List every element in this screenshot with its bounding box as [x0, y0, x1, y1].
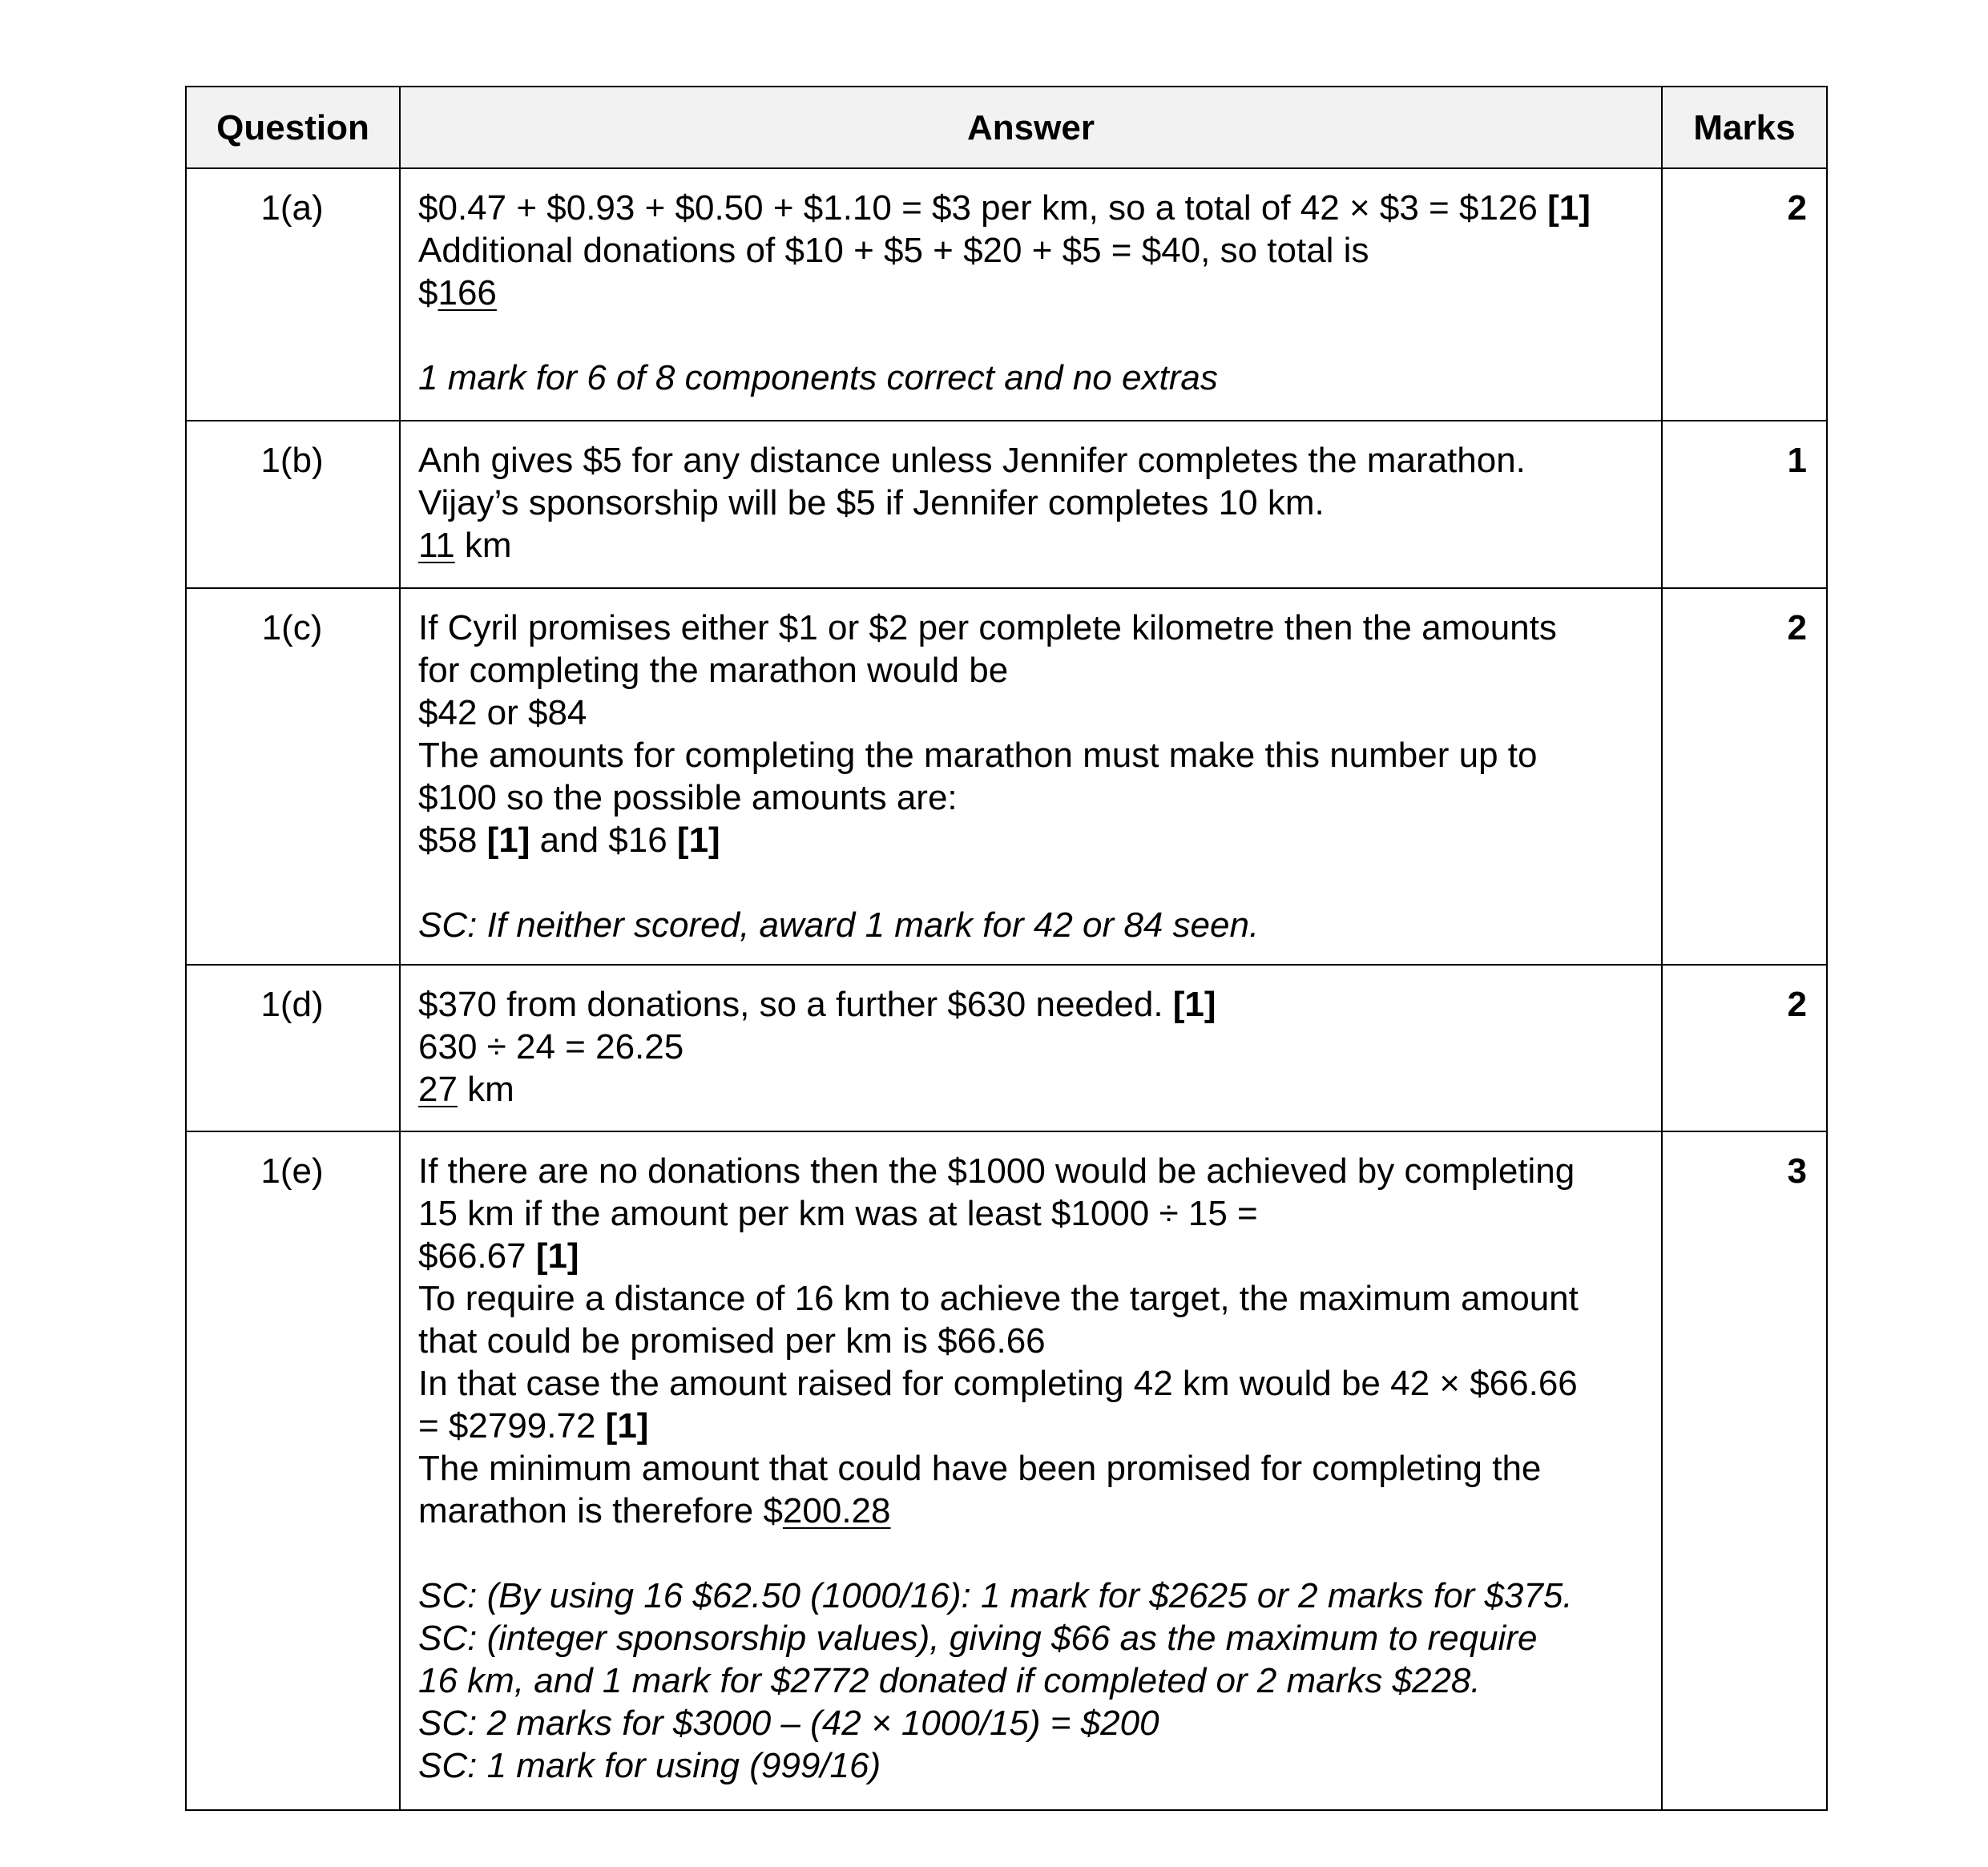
header-answer: Answer: [400, 87, 1662, 168]
final-answer: 27: [418, 1070, 458, 1109]
answer-text: $370 from donations, so a further $630 needed.: [418, 985, 1173, 1024]
answer-cell: [400, 421, 1662, 588]
answer-line: [418, 524, 1642, 567]
marking-guidance: 16 km, and 1 mark for $2772 donated if completed or 2 marks $228.: [418, 1661, 1481, 1700]
marking-guidance: SC: 1 mark for using (999/16): [418, 1746, 881, 1785]
answer-text: $58: [418, 821, 487, 860]
header-marks: Marks: [1662, 87, 1827, 168]
answer-text: $0.47 + $0.93 + $0.50 + $1.10 = $3 per km, so a total of 42 × $3 = $126: [418, 188, 1548, 228]
answer-line: [418, 1405, 1642, 1447]
mark-indicator: [1]: [676, 821, 720, 860]
mark-indicator: [1]: [535, 1236, 579, 1276]
answer-line: [418, 1068, 1642, 1111]
question-number: 1(c): [186, 588, 400, 965]
marking-guidance: SC: (By using 16 $62.50 (1000/16): 1 mark for $2625 or 2 marks for $375.: [418, 1576, 1573, 1615]
answer-cell: [400, 588, 1662, 965]
marks-value: 2: [1662, 588, 1827, 965]
answer-cell: [400, 168, 1662, 421]
spacer: [418, 1532, 1642, 1575]
marking-guidance: SC: 2 marks for $3000 – (42 × 1000/15) = $200: [418, 1704, 1159, 1743]
answer-cell: [400, 1131, 1662, 1810]
question-number: 1(a): [186, 168, 400, 421]
mark-indicator: [1]: [605, 1406, 649, 1446]
answer-text: and $16: [530, 821, 677, 860]
answer-line: Vijay’s sponsorship will be $5 if Jennifer completes 10 km.: [418, 483, 1325, 522]
marks-value: 1: [1662, 421, 1827, 588]
answer-line: Additional donations of $10 + $5 + $20 + $5 = $40, so total is: [418, 231, 1369, 270]
mark-indicator: [1]: [1547, 188, 1591, 228]
marks-value: 2: [1662, 965, 1827, 1131]
table-row: [186, 965, 1827, 1131]
answer-text: $66.67: [418, 1236, 536, 1276]
answer-line: $42 or $84: [418, 693, 587, 732]
mark-scheme-table: [185, 86, 1828, 1811]
answer-line: In that case the amount raised for completing 42 km would be 42 × $66.66: [418, 1364, 1578, 1403]
final-answer: 11: [418, 526, 455, 565]
table-row: [186, 168, 1827, 421]
answer-line: [418, 983, 1642, 1026]
answer-text: marathon is therefore $: [418, 1491, 783, 1530]
marks-value: 3: [1662, 1131, 1827, 1810]
answer-line: The minimum amount that could have been promised for completing the: [418, 1449, 1542, 1488]
answer-line: $100 so the possible amounts are:: [418, 778, 958, 817]
answer-line: 15 km if the amount per km was at least $1000 ÷ 15 =: [418, 1194, 1258, 1233]
final-answer: 200.28: [782, 1491, 891, 1530]
answer-line: [418, 187, 1642, 229]
marking-guidance: SC: (integer sponsorship values), giving $66 as the maximum to require: [418, 1619, 1538, 1658]
marking-guidance: 1 mark for 6 of 8 components correct and no extras: [418, 358, 1218, 397]
answer-cell: [400, 965, 1662, 1131]
answer-line: that could be promised per km is $66.66: [418, 1321, 1046, 1361]
answer-text: km: [457, 1070, 514, 1109]
answer-line: Anh gives $5 for any distance unless Jennifer completes the marathon.: [418, 441, 1526, 480]
table-row: [186, 588, 1827, 965]
marks-value: 2: [1662, 168, 1827, 421]
table-row: [186, 421, 1827, 588]
question-number: 1(e): [186, 1131, 400, 1810]
marking-guidance: SC: If neither scored, award 1 mark for 42 or 84 seen.: [418, 905, 1260, 945]
answer-line: If there are no donations then the $1000 would be achieved by completing: [418, 1151, 1575, 1191]
answer-line: [418, 819, 1642, 861]
table-row: [186, 1131, 1827, 1810]
answer-line: [418, 1490, 1642, 1532]
mark-indicator: [1]: [486, 821, 530, 860]
answer-text: km: [454, 526, 512, 565]
answer-line: The amounts for completing the marathon must make this number up to: [418, 736, 1538, 775]
answer-line: [418, 1235, 1642, 1277]
answer-line: If Cyril promises either $1 or $2 per complete kilometre then the amounts: [418, 608, 1557, 647]
header-row: [186, 87, 1827, 168]
answer-line: for completing the marathon would be: [418, 651, 1009, 690]
spacer: [418, 861, 1642, 904]
mark-indicator: [1]: [1172, 985, 1216, 1024]
answer-line: [418, 272, 1642, 314]
answer-text: $: [418, 273, 438, 313]
answer-line: 630 ÷ 24 = 26.25: [418, 1027, 684, 1067]
answer-text: = $2799.72: [418, 1406, 606, 1446]
header-question: Question: [186, 87, 400, 168]
answer-line: To require a distance of 16 km to achieve the target, the maximum amount: [418, 1279, 1579, 1318]
final-answer: 166: [438, 273, 497, 313]
question-number: 1(b): [186, 421, 400, 588]
question-number: 1(d): [186, 965, 400, 1131]
spacer: [418, 314, 1642, 357]
